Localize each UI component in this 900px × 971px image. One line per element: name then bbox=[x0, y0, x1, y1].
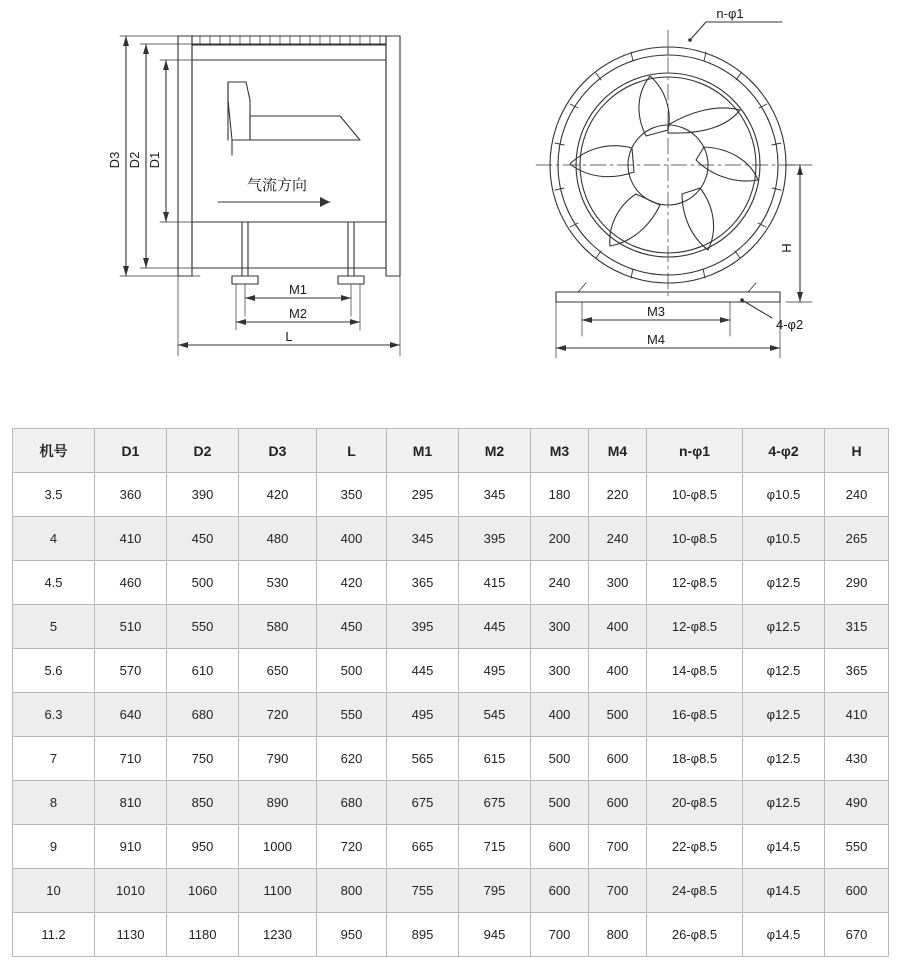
cell-n-phi1: 26-φ8.5 bbox=[647, 913, 743, 957]
cell-4-phi2: φ12.5 bbox=[743, 605, 825, 649]
cell-model: 4.5 bbox=[13, 561, 95, 605]
cell-model: 8 bbox=[13, 781, 95, 825]
left-flange bbox=[178, 36, 192, 276]
side-view-group bbox=[120, 36, 400, 356]
airflow-arrow-head bbox=[320, 197, 330, 207]
cell-h: 550 bbox=[825, 825, 889, 869]
col-header-n-phi1: n-φ1 bbox=[647, 429, 743, 473]
spec-table bbox=[12, 428, 889, 957]
cell-d3: 480 bbox=[239, 517, 317, 561]
col-header-h: H bbox=[825, 429, 889, 473]
cell-m1: 565 bbox=[387, 737, 459, 781]
cell-l: 550 bbox=[317, 693, 387, 737]
dim-label-m3: M3 bbox=[646, 304, 666, 319]
table-row bbox=[13, 693, 889, 737]
leader-4-phi2 bbox=[742, 300, 772, 318]
cell-m1: 295 bbox=[387, 473, 459, 517]
cell-h: 315 bbox=[825, 605, 889, 649]
cell-m3: 200 bbox=[531, 517, 589, 561]
table-row bbox=[13, 517, 889, 561]
cell-n-phi1: 14-φ8.5 bbox=[647, 649, 743, 693]
cell-m1: 395 bbox=[387, 605, 459, 649]
cell-m4: 600 bbox=[589, 781, 647, 825]
cell-d2: 1060 bbox=[167, 869, 239, 913]
cell-l: 800 bbox=[317, 869, 387, 913]
cell-l: 350 bbox=[317, 473, 387, 517]
col-header-d1: D1 bbox=[95, 429, 167, 473]
cell-d2: 1180 bbox=[167, 913, 239, 957]
cell-m4: 400 bbox=[589, 649, 647, 693]
cell-model: 3.5 bbox=[13, 473, 95, 517]
casing-body bbox=[192, 44, 386, 268]
cell-m3: 700 bbox=[531, 913, 589, 957]
cell-m1: 365 bbox=[387, 561, 459, 605]
cell-h: 265 bbox=[825, 517, 889, 561]
cell-d2: 850 bbox=[167, 781, 239, 825]
cell-d2: 950 bbox=[167, 825, 239, 869]
col-header-4-phi2: 4-φ2 bbox=[743, 429, 825, 473]
cell-n-phi1: 10-φ8.5 bbox=[647, 473, 743, 517]
cell-l: 420 bbox=[317, 561, 387, 605]
cell-d3: 580 bbox=[239, 605, 317, 649]
dim-label-m2: M2 bbox=[288, 306, 308, 321]
cell-n-phi1: 10-φ8.5 bbox=[647, 517, 743, 561]
motor-cone bbox=[228, 82, 250, 140]
cell-m2: 675 bbox=[459, 781, 531, 825]
cell-l: 500 bbox=[317, 649, 387, 693]
table-row bbox=[13, 781, 889, 825]
cell-l: 620 bbox=[317, 737, 387, 781]
spec-table-body bbox=[13, 473, 889, 957]
cell-d3: 1100 bbox=[239, 869, 317, 913]
cell-m4: 220 bbox=[589, 473, 647, 517]
cell-h: 240 bbox=[825, 473, 889, 517]
cell-h: 410 bbox=[825, 693, 889, 737]
callout-n-phi1: n-φ1 bbox=[716, 6, 744, 21]
spec-table-wrapper bbox=[12, 428, 888, 957]
cell-4-phi2: φ10.5 bbox=[743, 517, 825, 561]
cell-m2: 495 bbox=[459, 649, 531, 693]
cell-4-phi2: φ12.5 bbox=[743, 737, 825, 781]
cell-d1: 410 bbox=[95, 517, 167, 561]
col-header-model: 机号 bbox=[13, 429, 95, 473]
cell-m2: 445 bbox=[459, 605, 531, 649]
cell-d2: 450 bbox=[167, 517, 239, 561]
cell-d2: 750 bbox=[167, 737, 239, 781]
cell-d3: 790 bbox=[239, 737, 317, 781]
cell-m1: 495 bbox=[387, 693, 459, 737]
cell-h: 490 bbox=[825, 781, 889, 825]
cell-4-phi2: φ12.5 bbox=[743, 649, 825, 693]
cell-m2: 345 bbox=[459, 473, 531, 517]
hub-fairing bbox=[250, 116, 360, 140]
drawing-svg bbox=[0, 0, 900, 400]
cell-4-phi2: φ10.5 bbox=[743, 473, 825, 517]
cell-m1: 665 bbox=[387, 825, 459, 869]
dim-label-d3: D3 bbox=[107, 151, 122, 169]
cell-m4: 800 bbox=[589, 913, 647, 957]
cell-d3: 1000 bbox=[239, 825, 317, 869]
cell-m4: 240 bbox=[589, 517, 647, 561]
dim-label-d2: D2 bbox=[127, 151, 142, 169]
col-header-l: L bbox=[317, 429, 387, 473]
cell-model: 6.3 bbox=[13, 693, 95, 737]
cell-h: 365 bbox=[825, 649, 889, 693]
table-row bbox=[13, 869, 889, 913]
cell-d3: 650 bbox=[239, 649, 317, 693]
cell-d1: 640 bbox=[95, 693, 167, 737]
cell-model: 5.6 bbox=[13, 649, 95, 693]
leader-n-phi1 bbox=[690, 22, 706, 40]
centre-lines bbox=[536, 30, 800, 300]
cell-n-phi1: 20-φ8.5 bbox=[647, 781, 743, 825]
cell-d1: 1010 bbox=[95, 869, 167, 913]
cell-model: 4 bbox=[13, 517, 95, 561]
table-row bbox=[13, 561, 889, 605]
cell-m3: 300 bbox=[531, 649, 589, 693]
cell-m1: 345 bbox=[387, 517, 459, 561]
cell-model: 5 bbox=[13, 605, 95, 649]
cell-4-phi2: φ14.5 bbox=[743, 869, 825, 913]
dim-label-l: L bbox=[285, 329, 293, 344]
cell-d1: 710 bbox=[95, 737, 167, 781]
cell-d3: 530 bbox=[239, 561, 317, 605]
cell-m4: 700 bbox=[589, 869, 647, 913]
dim-label-m1: M1 bbox=[288, 282, 308, 297]
cell-model: 10 bbox=[13, 869, 95, 913]
col-header-m3: M3 bbox=[531, 429, 589, 473]
cell-m4: 300 bbox=[589, 561, 647, 605]
cell-m4: 400 bbox=[589, 605, 647, 649]
cell-4-phi2: φ14.5 bbox=[743, 825, 825, 869]
cell-4-phi2: φ12.5 bbox=[743, 781, 825, 825]
col-header-d2: D2 bbox=[167, 429, 239, 473]
cell-m3: 240 bbox=[531, 561, 589, 605]
col-header-d3: D3 bbox=[239, 429, 317, 473]
technical-drawing bbox=[0, 0, 900, 400]
airflow-label: 气流方向 bbox=[247, 176, 308, 194]
cell-m2: 545 bbox=[459, 693, 531, 737]
cell-h: 290 bbox=[825, 561, 889, 605]
cell-m2: 395 bbox=[459, 517, 531, 561]
cell-m4: 500 bbox=[589, 693, 647, 737]
cell-m2: 615 bbox=[459, 737, 531, 781]
table-row bbox=[13, 473, 889, 517]
cell-d3: 890 bbox=[239, 781, 317, 825]
cell-model: 7 bbox=[13, 737, 95, 781]
cell-l: 950 bbox=[317, 913, 387, 957]
cell-d2: 680 bbox=[167, 693, 239, 737]
cell-h: 670 bbox=[825, 913, 889, 957]
dim-label-h: H bbox=[779, 243, 794, 253]
cell-d1: 1130 bbox=[95, 913, 167, 957]
cell-m1: 675 bbox=[387, 781, 459, 825]
cell-d1: 810 bbox=[95, 781, 167, 825]
cell-m4: 700 bbox=[589, 825, 647, 869]
cell-d1: 460 bbox=[95, 561, 167, 605]
cell-m2: 945 bbox=[459, 913, 531, 957]
cell-d2: 500 bbox=[167, 561, 239, 605]
flange-bolt-marks bbox=[555, 47, 781, 278]
front-view-group bbox=[536, 22, 812, 358]
table-row bbox=[13, 913, 889, 957]
dim-label-d1: D1 bbox=[147, 151, 162, 169]
foot-pad-right bbox=[338, 276, 364, 284]
cell-l: 450 bbox=[317, 605, 387, 649]
table-row bbox=[13, 825, 889, 869]
col-header-m4: M4 bbox=[589, 429, 647, 473]
cell-m4: 600 bbox=[589, 737, 647, 781]
callout-4-phi2: 4-φ2 bbox=[776, 317, 804, 332]
cell-l: 680 bbox=[317, 781, 387, 825]
cell-n-phi1: 18-φ8.5 bbox=[647, 737, 743, 781]
cell-m3: 500 bbox=[531, 781, 589, 825]
cell-m3: 500 bbox=[531, 737, 589, 781]
cell-m3: 400 bbox=[531, 693, 589, 737]
cell-m2: 795 bbox=[459, 869, 531, 913]
cell-d1: 910 bbox=[95, 825, 167, 869]
cell-l: 720 bbox=[317, 825, 387, 869]
cell-d1: 510 bbox=[95, 605, 167, 649]
cell-m1: 895 bbox=[387, 913, 459, 957]
right-flange bbox=[386, 36, 400, 276]
cell-d2: 390 bbox=[167, 473, 239, 517]
cell-n-phi1: 12-φ8.5 bbox=[647, 605, 743, 649]
cell-n-phi1: 22-φ8.5 bbox=[647, 825, 743, 869]
foot-pad-left bbox=[232, 276, 258, 284]
cell-l: 400 bbox=[317, 517, 387, 561]
cell-d1: 570 bbox=[95, 649, 167, 693]
cell-n-phi1: 16-φ8.5 bbox=[647, 693, 743, 737]
cell-d3: 1230 bbox=[239, 913, 317, 957]
cell-m3: 600 bbox=[531, 869, 589, 913]
cell-m3: 180 bbox=[531, 473, 589, 517]
cell-4-phi2: φ14.5 bbox=[743, 913, 825, 957]
cell-d3: 720 bbox=[239, 693, 317, 737]
table-row bbox=[13, 737, 889, 781]
dim-label-m4: M4 bbox=[646, 332, 666, 347]
cell-4-phi2: φ12.5 bbox=[743, 693, 825, 737]
cell-n-phi1: 12-φ8.5 bbox=[647, 561, 743, 605]
cell-m1: 755 bbox=[387, 869, 459, 913]
cell-d2: 550 bbox=[167, 605, 239, 649]
table-row bbox=[13, 605, 889, 649]
cell-m2: 415 bbox=[459, 561, 531, 605]
cell-d1: 360 bbox=[95, 473, 167, 517]
col-header-m2: M2 bbox=[459, 429, 531, 473]
cell-model: 11.2 bbox=[13, 913, 95, 957]
cell-h: 430 bbox=[825, 737, 889, 781]
cell-d2: 610 bbox=[167, 649, 239, 693]
cell-model: 9 bbox=[13, 825, 95, 869]
cell-4-phi2: φ12.5 bbox=[743, 561, 825, 605]
cell-m3: 600 bbox=[531, 825, 589, 869]
spec-table-head bbox=[13, 429, 889, 473]
cell-n-phi1: 24-φ8.5 bbox=[647, 869, 743, 913]
table-row bbox=[13, 649, 889, 693]
cell-d3: 420 bbox=[239, 473, 317, 517]
cell-m2: 715 bbox=[459, 825, 531, 869]
cell-h: 600 bbox=[825, 869, 889, 913]
cell-m1: 445 bbox=[387, 649, 459, 693]
table-header-row bbox=[13, 429, 889, 473]
cell-m3: 300 bbox=[531, 605, 589, 649]
col-header-m1: M1 bbox=[387, 429, 459, 473]
